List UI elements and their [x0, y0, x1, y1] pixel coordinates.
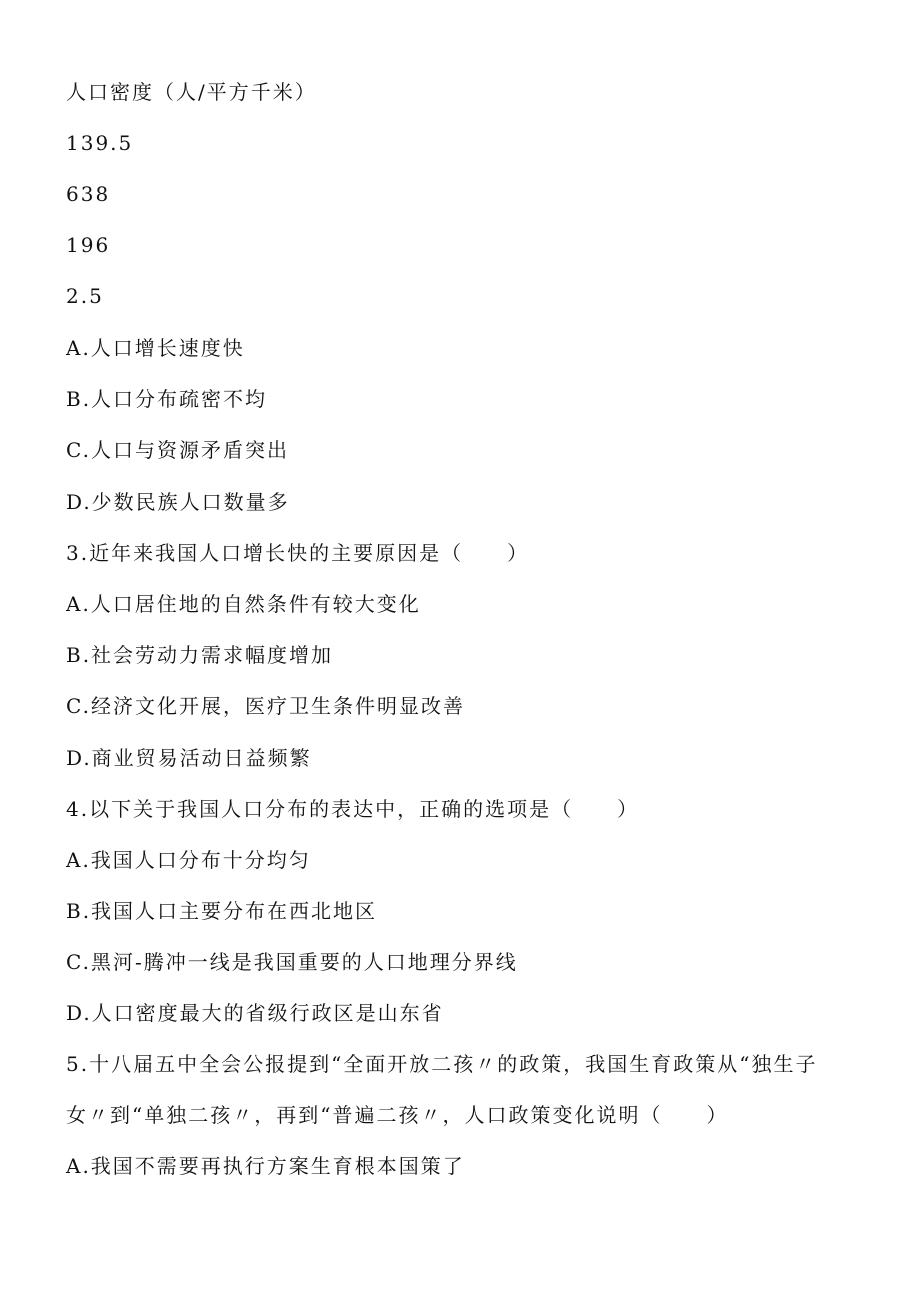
density-value: 638	[66, 182, 111, 206]
density-value: 139.5	[66, 131, 134, 155]
q5-stem-line1: 5.十八届五中全会公报提到“全面开放二孩〃的政策，我国生育政策从“独生子	[66, 1052, 818, 1076]
density-header: 人口密度（人/平方千米）	[66, 80, 317, 104]
q3-option-c: C.经济文化开展，医疗卫生条件明显改善	[66, 694, 465, 718]
q5-option-a: A.我国不需要再执行方案生育根本国策了	[66, 1154, 465, 1178]
q4-option-b: B.我国人口主要分布在西北地区	[66, 899, 378, 923]
q3-option-d: D.商业贸易活动日益频繁	[66, 746, 312, 770]
q4-stem: 4.以下关于我国人口分布的表达中，正确的选项是（ ）	[66, 797, 640, 821]
density-value: 2.5	[66, 284, 104, 308]
q3-stem: 3.近年来我国人口增长快的主要原因是（ ）	[66, 541, 530, 565]
q3-option-a: A.人口居住地的自然条件有较大变化	[66, 592, 421, 616]
q4-option-c: C.黑河-腾冲一线是我国重要的人口地理分界线	[66, 950, 518, 974]
q5-stem-line2: 女〃到“单独二孩〃，再到“普遍二孩〃，人口政策变化说明（ ）	[66, 1103, 729, 1127]
q2-option-c: C.人口与资源矛盾突出	[66, 438, 289, 462]
q4-option-d: D.人口密度最大的省级行政区是山东省	[66, 1001, 444, 1025]
q2-option-a: A.人口增长速度快	[66, 336, 245, 360]
q2-option-d: D.少数民族人口数量多	[66, 490, 290, 514]
density-value: 196	[66, 233, 111, 257]
q3-option-b: B.社会劳动力需求幅度增加	[66, 643, 334, 667]
q4-option-a: A.我国人口分布十分均匀	[66, 848, 311, 872]
q2-option-b: B.人口分布疏密不均	[66, 387, 268, 411]
